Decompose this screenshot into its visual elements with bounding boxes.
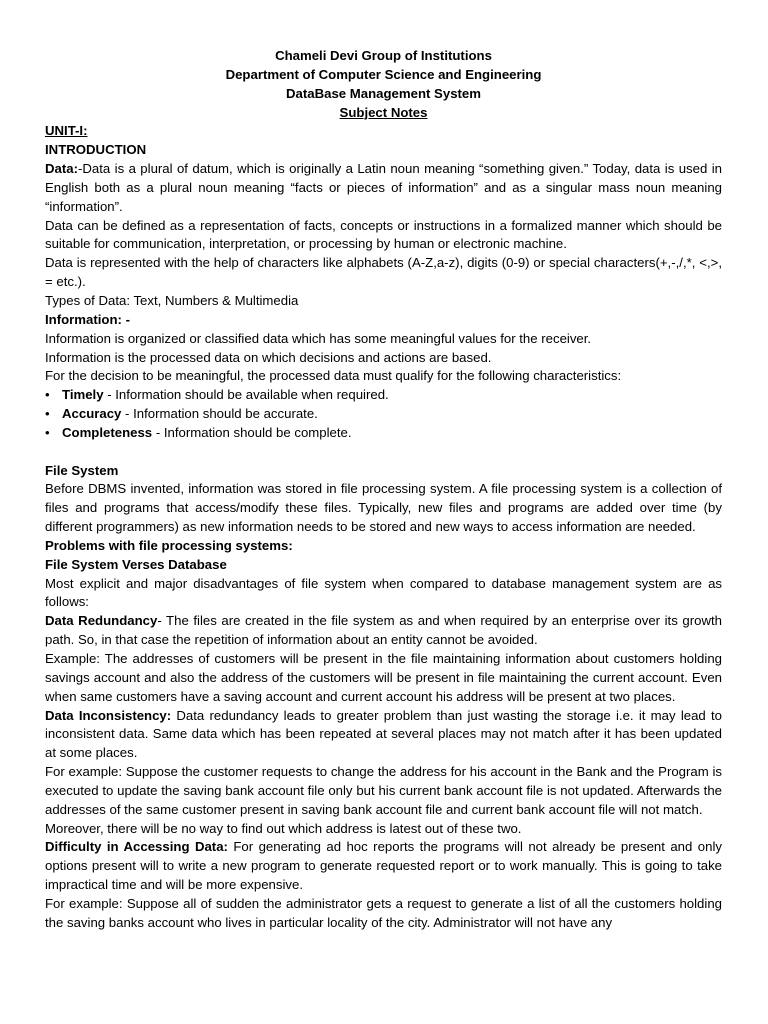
department-title: Department of Computer Science and Engineering xyxy=(225,66,542,82)
verses-heading: File System Verses Database xyxy=(45,556,227,572)
data-term: Data: xyxy=(45,161,78,177)
subject-title: DataBase Management System xyxy=(286,85,481,101)
data-definition-paragraph: Data:-Data is a plural of datum, which is originally a Latin noun meaning “something given.” Today, data is used in English both as a plural noun meaning “facts or pieces of information” and as a singular mass noun meaning “information”. xyxy=(45,161,722,214)
information-paragraph-1: Information is organized or classified data which has some meaningful values for the receiver. xyxy=(45,330,592,346)
data-paragraph-3: Data is represented with the help of characters like alphabets (A-Z,a-z), digits (0-9) or special characters(+,-,/,*, <,>, = etc.). xyxy=(45,255,722,290)
disadvantages-intro: Most explicit and major disadvantages of file system when compared to database management system are as follows: xyxy=(45,575,722,610)
inconsistency-paragraph: Data Inconsistency: Data redundancy leads to greater problem than just wasting the storage i.e. it may lead to inconsistent data. Same data which has been repeated at several places may not match after it has been updated at some places. xyxy=(45,707,722,761)
list-item: • Accuracy - Information should be accurate. xyxy=(62,405,722,424)
redundancy-paragraph: Data Redundancy- The files are created in the file system as and when required by an enterprise over its growth path. So, in that case the repetition of information about an entity cannot be avoided. xyxy=(45,613,722,648)
redundancy-example: Example: The addresses of customers will be present in the file maintaining information about customers holding savings account and also the address of the customers will be present in file maintaining the current account. Even when same customers have a saving account and current account his address will be present at two places. xyxy=(45,651,722,704)
file-system-heading: File System xyxy=(45,462,119,478)
inconsistency-term: Data Inconsistency: xyxy=(45,707,172,723)
characteristics-list xyxy=(45,386,722,443)
notes-label: Subject Notes xyxy=(339,104,428,120)
difficulty-example: For example: Suppose all of sudden the administrator gets a request to generate a list of all the customers holding the saving banks account who lives in particular locality of the city. Administrator will not have any xyxy=(45,895,722,930)
difficulty-paragraph: Difficulty in Accessing Data: For generating ad hoc reports the programs will not already be present and only options present will to write a new program to generate requested report or to work manually. This is going to take impractical time and will be more expensive. xyxy=(45,839,722,893)
document-page xyxy=(45,47,722,933)
information-paragraph-2: Information is the processed data on which decisions and actions are based. xyxy=(45,349,492,365)
redundancy-term: Data Redundancy xyxy=(45,613,158,629)
problems-heading: Problems with file processing systems: xyxy=(45,537,293,553)
section-heading-introduction: INTRODUCTION xyxy=(45,142,147,158)
unit-label: UNIT-I: xyxy=(45,123,88,139)
information-paragraph-3: For the decision to be meaningful, the processed data must qualify for the following characteristics: xyxy=(45,368,622,384)
list-item: • Completeness - Information should be complete. xyxy=(62,424,722,443)
inconsistency-note: Moreover, there will be no way to find out which address is latest out of these two. xyxy=(45,820,522,836)
list-item: • Timely - Information should be available when required. xyxy=(62,386,722,405)
data-types-line: Types of Data: Text, Numbers & Multimedia xyxy=(45,292,299,308)
inconsistency-example: For example: Suppose the customer requests to change the address for his account in the Bank and the Program is executed to update the saving bank account file only but his current bank account file is not updated. Afterwards the addresses of the same customer present in saving bank account file and current bank account file will not match. xyxy=(45,764,722,817)
file-system-paragraph: Before DBMS invented, information was stored in file processing system. A file processing system is a collection of files and programs that access/modify these files. Typically, new files and programs are added over time (by different programmers) as new information needs to be stored and new ways to access information are needed. xyxy=(45,481,722,535)
difficulty-term: Difficulty in Accessing Data: xyxy=(45,839,228,855)
information-term: Information: - xyxy=(45,311,130,327)
data-paragraph-2: Data can be defined as a representation of facts, concepts or instructions in a formalized manner which should be suitable for communication, interpretation, or processing by human or electronic machine. xyxy=(45,217,722,252)
institution-title: Chameli Devi Group of Institutions xyxy=(275,48,492,63)
spacer xyxy=(45,443,722,462)
